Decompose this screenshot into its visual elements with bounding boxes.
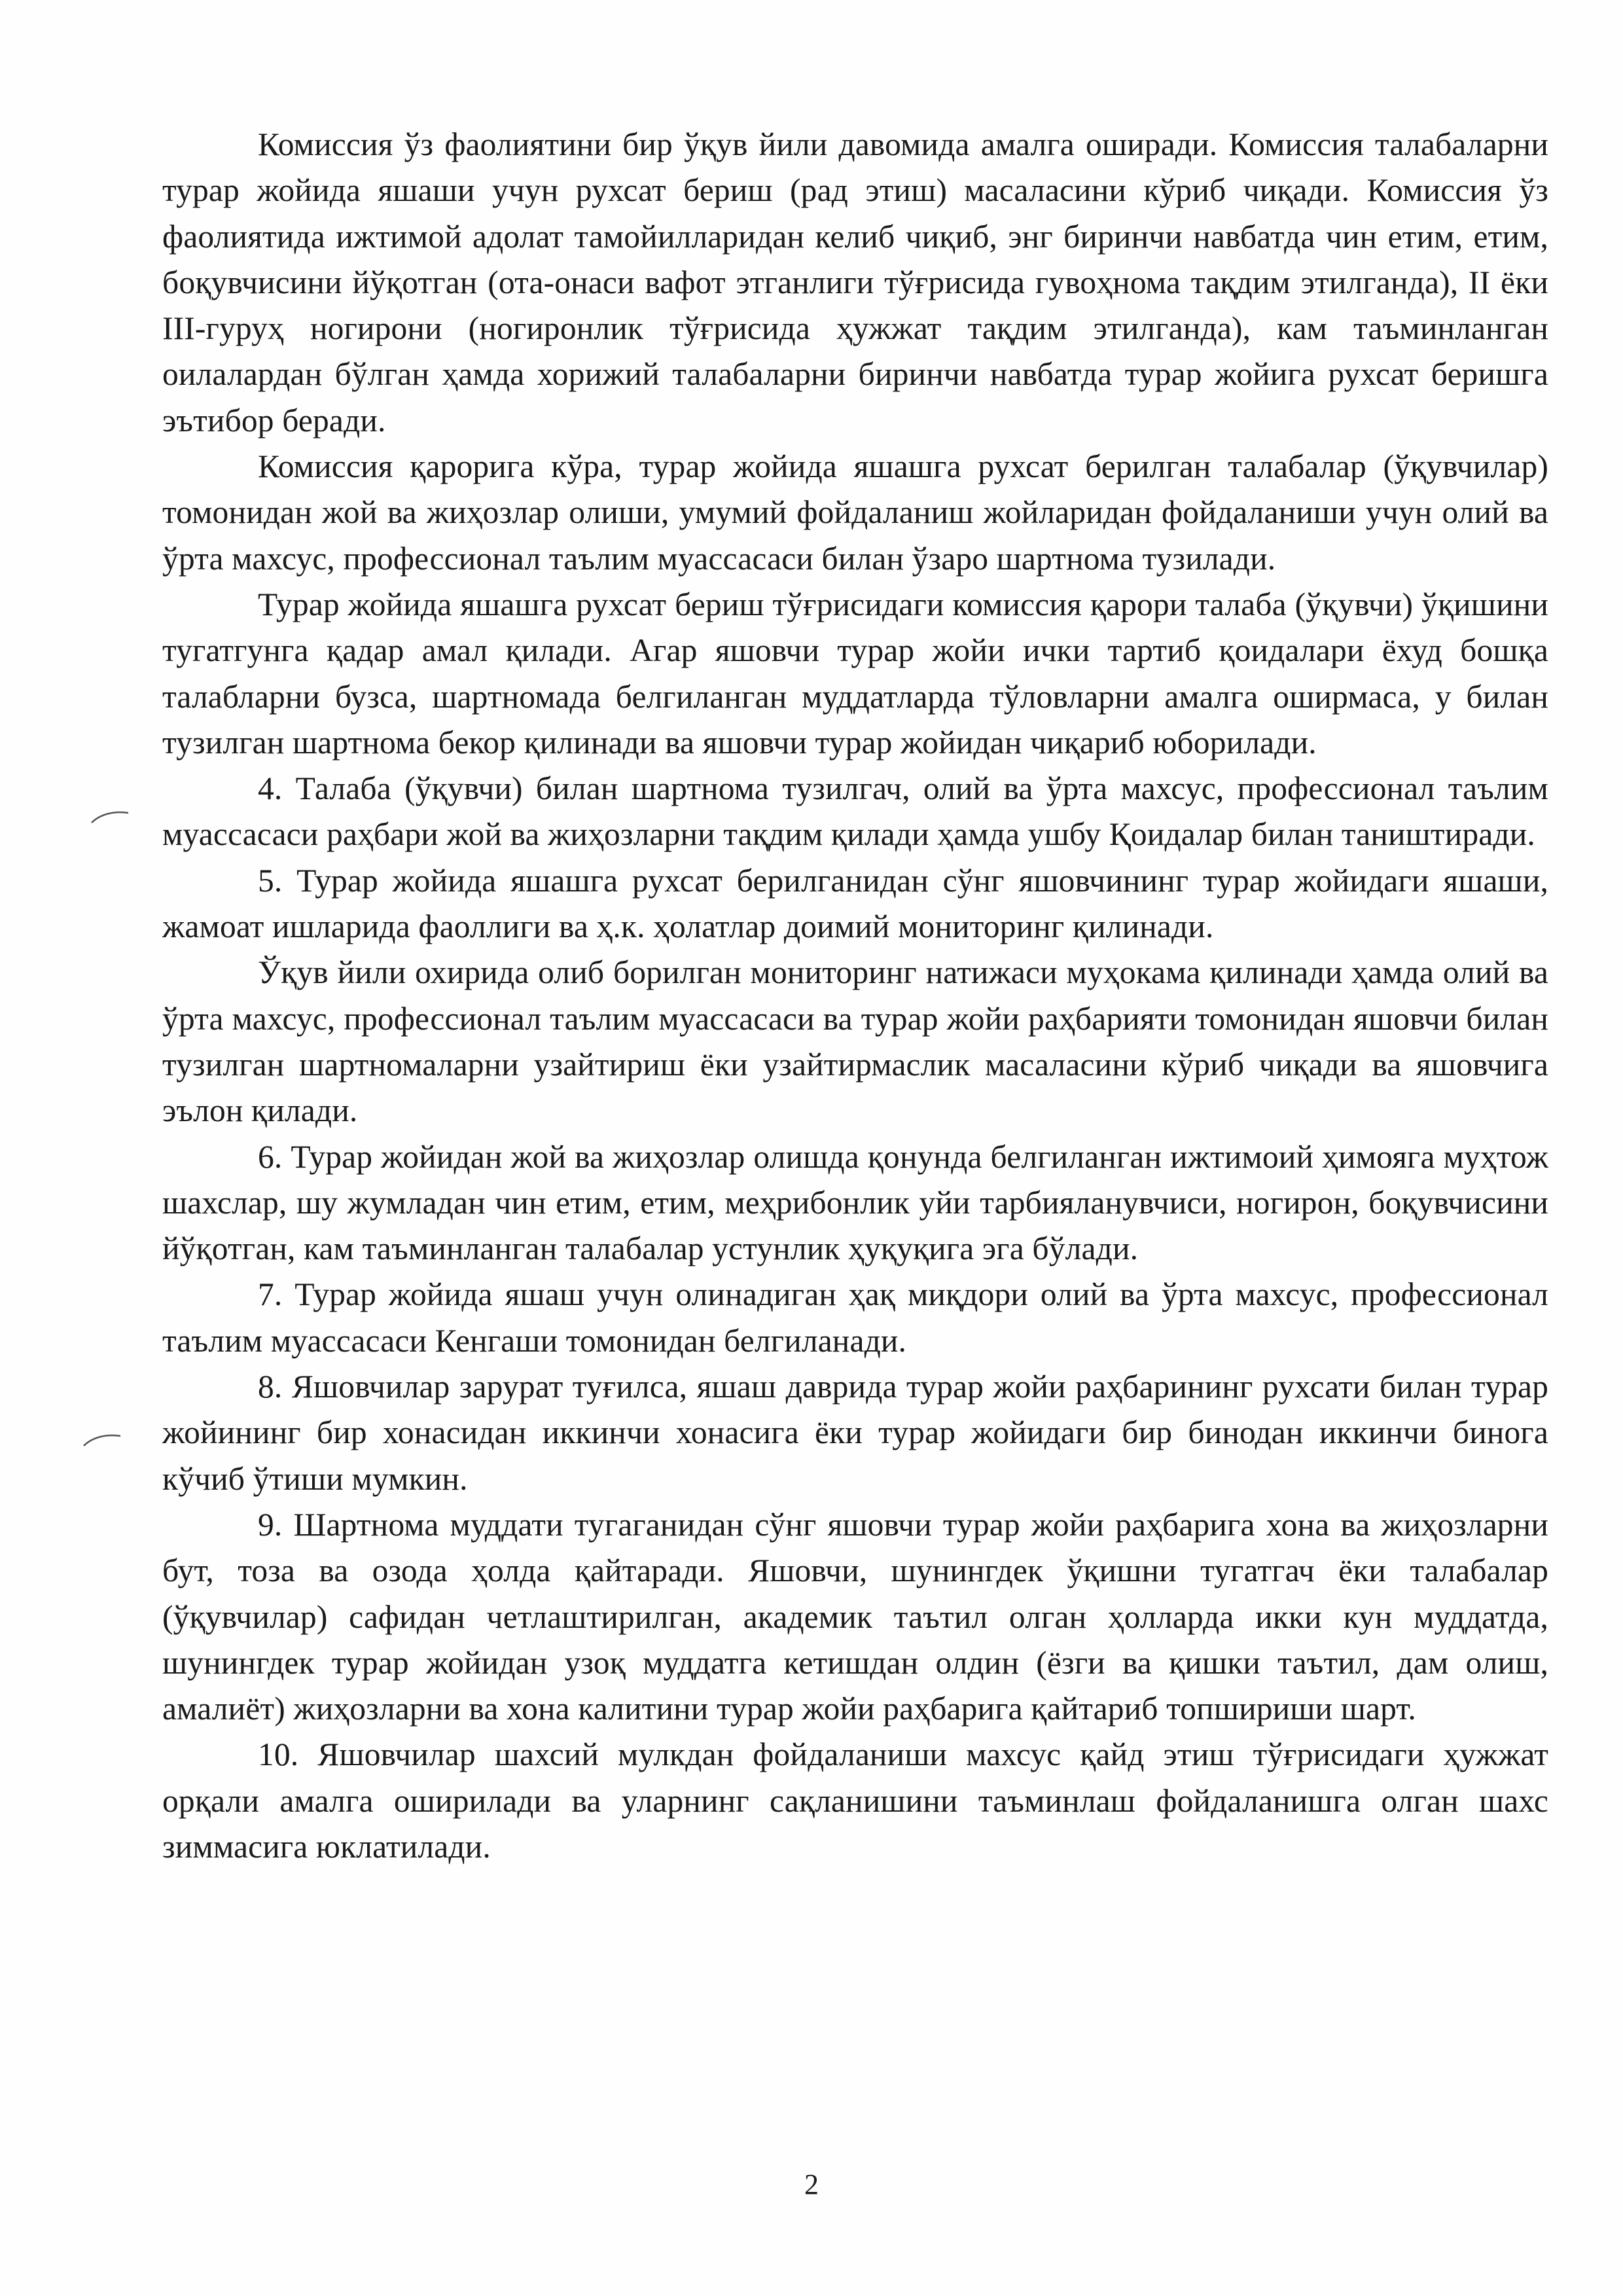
paragraph-item-9: 9. Шартнома муддати тугаганидан сўнг яшовчи турар жойи раҳбарига хона ва жиҳозларни бут, тоза ва озода ҳолда қайтаради. Яшовчи, шунингдек ўқишни тугатгач ёки талабалар (ўқувчилар) сафидан четлаштирилган, академик таътил олган ҳолларда икки кун муддатда, шунингдек турар жойидан узоқ муддатга кетишдан олдин (ёзги ва қишки таътил, дам олиш, амалиёт) жиҳозларни ва хона калитини турар жойи раҳбарига қайтариб топшириши шарт. [162, 1506, 1548, 1727]
paragraph-monitoring-results: Ўқув йили охирида олиб борилган мониторинг натижаси муҳокама қилинади ҳамда олий ва ўрта махсус, профессионал таълим муассасаси ва турар жойи раҳбарияти томонидан яшовчи билан тузилган шартномаларни узайтириш ёки узайтирмаслик масаласини кўриб чиқади ва яшовчига эълон қилади. [162, 954, 1548, 1129]
paragraph-item-10: 10. Яшовчилар шахсий мулкдан фойдаланиши махсус қайд этиш тўғрисидаги ҳужжат орқали амалга оширилади ва уларнинг сақланишини таъминлаш фойдаланишга олган шахс зиммасига юклатилади. [162, 1736, 1548, 1865]
paragraph-item-7: 7. Турар жойида яшаш учун олинадиган ҳақ миқдори олий ва ўрта махсус, профессионал таълим муассасаси Кенгаши томонидан белгиланади. [162, 1276, 1548, 1359]
paragraph-commission-activity: Комиссия ўз фаолиятини бир ўқув йили давомида амалга оширади. Комиссия талабаларни турар жойида яшаши учун рухсат бериш (рад этиш) масаласини кўриб чиқади. Комиссия ўз фаолиятида ижтимой адолат тамойилларидан келиб чиқиб, энг биринчи навбатда чин етим, етим, боқувчисини йўқотган (ота-онаси вафот этганлиги тўғрисида гувоҳнома тақдим этилганда), II ёки III-гуруҳ ногирони (ногиронлик тўғрисида ҳужжат тақдим этилганда), кам таъминланган оилалардан бўлган ҳамда хорижий талабаларни биринчи навбатда турар жойига рухсат беришга эътибор беради. [162, 126, 1548, 439]
document-body [162, 122, 1548, 1870]
paragraph-item-4: 4. Талаба (ўқувчи) билан шартнома тузилгач, олий ва ўрта махсус, профессионал таълим муассасаси раҳбари жой ва жиҳозларни тақдим қилади ҳамда ушбу Қоидалар билан таништиради. [162, 770, 1548, 853]
paragraph-commission-decision: Комиссия қарорига кўра, турар жойида яшашга рухсат берилган талабалар (ўқувчилар) томонидан жой ва жиҳозлар олиши, умумий фойдаланиш жойларидан фойдаланиши учун олий ва ўрта махсус, профессионал таълим муассасаси билан ўзаро шартнома тузилади. [162, 448, 1548, 577]
scan-mark-icon [81, 1430, 123, 1450]
page-number: 2 [804, 2168, 819, 2200]
paragraph-item-6: 6. Турар жойидан жой ва жиҳозлар олишда қонунда белгиланган ижтимоий ҳимояга муҳтож шахслар, шу жумладан чин етим, етим, меҳрибонлик уйи тарбияланувчиси, ногирон, боқувчисини йўқотган, кам таъминланган талабалар устунлик ҳуқуқига эга бўлади. [162, 1138, 1548, 1267]
paragraph-permission-validity: Турар жойида яшашга рухсат бериш тўғрисидаги комиссия қарори талаба (ўқувчи) ўқишини тугатгунга қадар амал қилади. Агар яшовчи турар жойи ички тартиб қоидалари ёхуд бошқа талабларни бузса, шартномада белгиланган муддатларда тўловларни амалга оширмаса, у билан тузилган шартнома бекор қилинади ва яшовчи турар жойидан чиқариб юборилади. [162, 586, 1548, 761]
paragraph-item-8: 8. Яшовчилар зарурат туғилса, яшаш даврида турар жойи раҳбарининг рухсати билан турар жойининг бир хонасидан иккинчи хонасига ёки турар жойидаги бир бинодан иккинчи бинога кўчиб ўтиши мумкин. [162, 1369, 1548, 1497]
paragraph-item-5: 5. Турар жойида яшашга рухсат берилганидан сўнг яшовчининг турар жойидаги яшаши, жамоат ишларида фаоллиги ва ҳ.к. ҳолатлар доимий мониторинг қилинади. [162, 862, 1548, 945]
scan-mark-icon [89, 807, 131, 827]
